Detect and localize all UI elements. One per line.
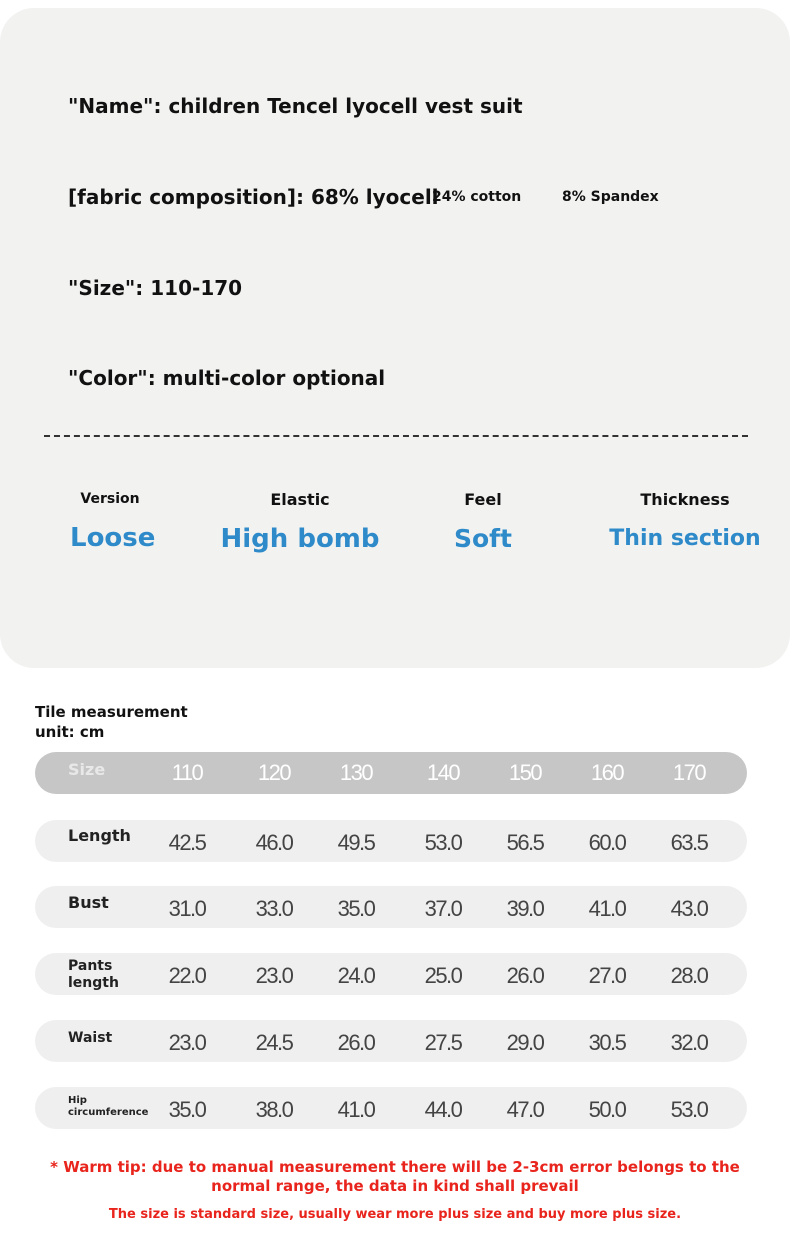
size-table-title xyxy=(35,702,188,742)
table-cell: 47.0 xyxy=(506,1097,544,1122)
size-table-title-line: Tile measurement xyxy=(35,703,188,721)
attribute-label: Feel xyxy=(464,490,502,509)
size-header-row xyxy=(35,752,747,794)
dashed-divider xyxy=(44,435,748,437)
product-info-card xyxy=(0,8,790,668)
warm-tip-line: * Warm tip: due to manual measurement there will be 2-3cm error belongs to the xyxy=(50,1158,740,1176)
size-cell: 140 xyxy=(426,760,460,785)
table-cell: 23.0 xyxy=(168,1030,206,1055)
table-cell: 44.0 xyxy=(424,1097,462,1122)
attribute-value: Soft xyxy=(453,524,512,553)
table-cell: 41.0 xyxy=(588,896,626,921)
size-table-unit: unit: cm xyxy=(35,723,105,741)
table-cell: 39.0 xyxy=(506,896,544,921)
row-label: Bust xyxy=(68,893,109,912)
table-cell: 37.0 xyxy=(424,896,462,921)
warm-tip-line: normal range, the data in kind shall prevail xyxy=(211,1177,579,1195)
fabric-main: [fabric composition]: 68% lyocell xyxy=(68,185,439,209)
size-cell: 160 xyxy=(590,760,624,785)
table-row-pants-length xyxy=(35,953,747,995)
table-row-bust xyxy=(35,886,747,928)
size-cell: 170 xyxy=(672,760,706,785)
attribute-value: Thin section xyxy=(609,526,761,551)
product-name: "Name": children Tencel lyocell vest suit xyxy=(68,94,523,118)
row-label-line: length xyxy=(68,975,119,991)
row-label-line: Pants xyxy=(68,958,113,974)
warm-tip xyxy=(0,1158,790,1196)
table-cell: 29.0 xyxy=(506,1030,544,1055)
table-cell: 35.0 xyxy=(168,1097,206,1122)
table-cell: 53.0 xyxy=(670,1097,708,1122)
table-row-length xyxy=(35,820,747,862)
table-row-waist xyxy=(35,1020,747,1062)
attribute-feel xyxy=(438,490,528,553)
table-cell: 26.0 xyxy=(337,1030,375,1055)
table-cell: 23.0 xyxy=(255,963,293,988)
table-cell: 35.0 xyxy=(337,896,375,921)
color-option: "Color": multi-color optional xyxy=(68,366,386,390)
table-cell: 31.0 xyxy=(168,896,206,921)
row-label: Length xyxy=(68,826,131,845)
size-cell: 120 xyxy=(257,760,291,785)
table-row-hip-circumference xyxy=(35,1087,747,1129)
table-cell: 38.0 xyxy=(255,1097,293,1122)
table-cell: 24.5 xyxy=(255,1030,293,1055)
size-advice: The size is standard size, usually wear more plus size and buy more plus size. xyxy=(108,1207,682,1222)
row-label-line: Hip xyxy=(68,1095,87,1106)
attribute-thickness xyxy=(600,490,770,551)
row-label-line: circumference xyxy=(68,1107,149,1118)
size-range: "Size": 110-170 xyxy=(68,276,243,300)
attribute-version xyxy=(70,491,156,553)
attribute-value: High bomb xyxy=(220,524,380,554)
fabric-spandex: 8% Spandex xyxy=(562,189,659,205)
row-label: Waist xyxy=(68,1030,113,1046)
table-cell: 43.0 xyxy=(670,896,708,921)
size-cell: 150 xyxy=(508,760,542,785)
table-cell: 49.5 xyxy=(337,830,375,855)
table-cell: 24.0 xyxy=(337,963,375,988)
table-cell: 27.0 xyxy=(588,963,626,988)
table-cell: 28.0 xyxy=(670,963,708,988)
attribute-elastic xyxy=(220,490,380,554)
table-cell: 33.0 xyxy=(255,896,293,921)
table-cell: 63.5 xyxy=(670,830,708,855)
table-cell: 22.0 xyxy=(168,963,206,988)
row-label: Size xyxy=(68,760,106,779)
fabric-composition xyxy=(68,185,659,209)
attribute-value: Loose xyxy=(70,523,156,553)
table-cell: 41.0 xyxy=(337,1097,375,1122)
attribute-label: Version xyxy=(80,491,140,507)
table-cell: 25.0 xyxy=(424,963,462,988)
table-cell: 60.0 xyxy=(588,830,626,855)
table-cell: 53.0 xyxy=(424,830,462,855)
row-label xyxy=(68,1095,148,1119)
row-label xyxy=(68,958,119,992)
table-cell: 26.0 xyxy=(506,963,544,988)
table-cell: 46.0 xyxy=(255,830,293,855)
fabric-cotton: 24% cotton xyxy=(432,189,522,205)
attribute-label: Elastic xyxy=(270,490,330,509)
table-cell: 32.0 xyxy=(670,1030,708,1055)
size-cell: 110 xyxy=(171,760,203,785)
attribute-label: Thickness xyxy=(640,490,730,509)
table-cell: 30.5 xyxy=(588,1030,626,1055)
table-cell: 42.5 xyxy=(168,830,206,855)
size-cell: 130 xyxy=(339,760,373,785)
table-cell: 27.5 xyxy=(424,1030,462,1055)
table-cell: 56.5 xyxy=(506,830,544,855)
table-cell: 50.0 xyxy=(588,1097,626,1122)
